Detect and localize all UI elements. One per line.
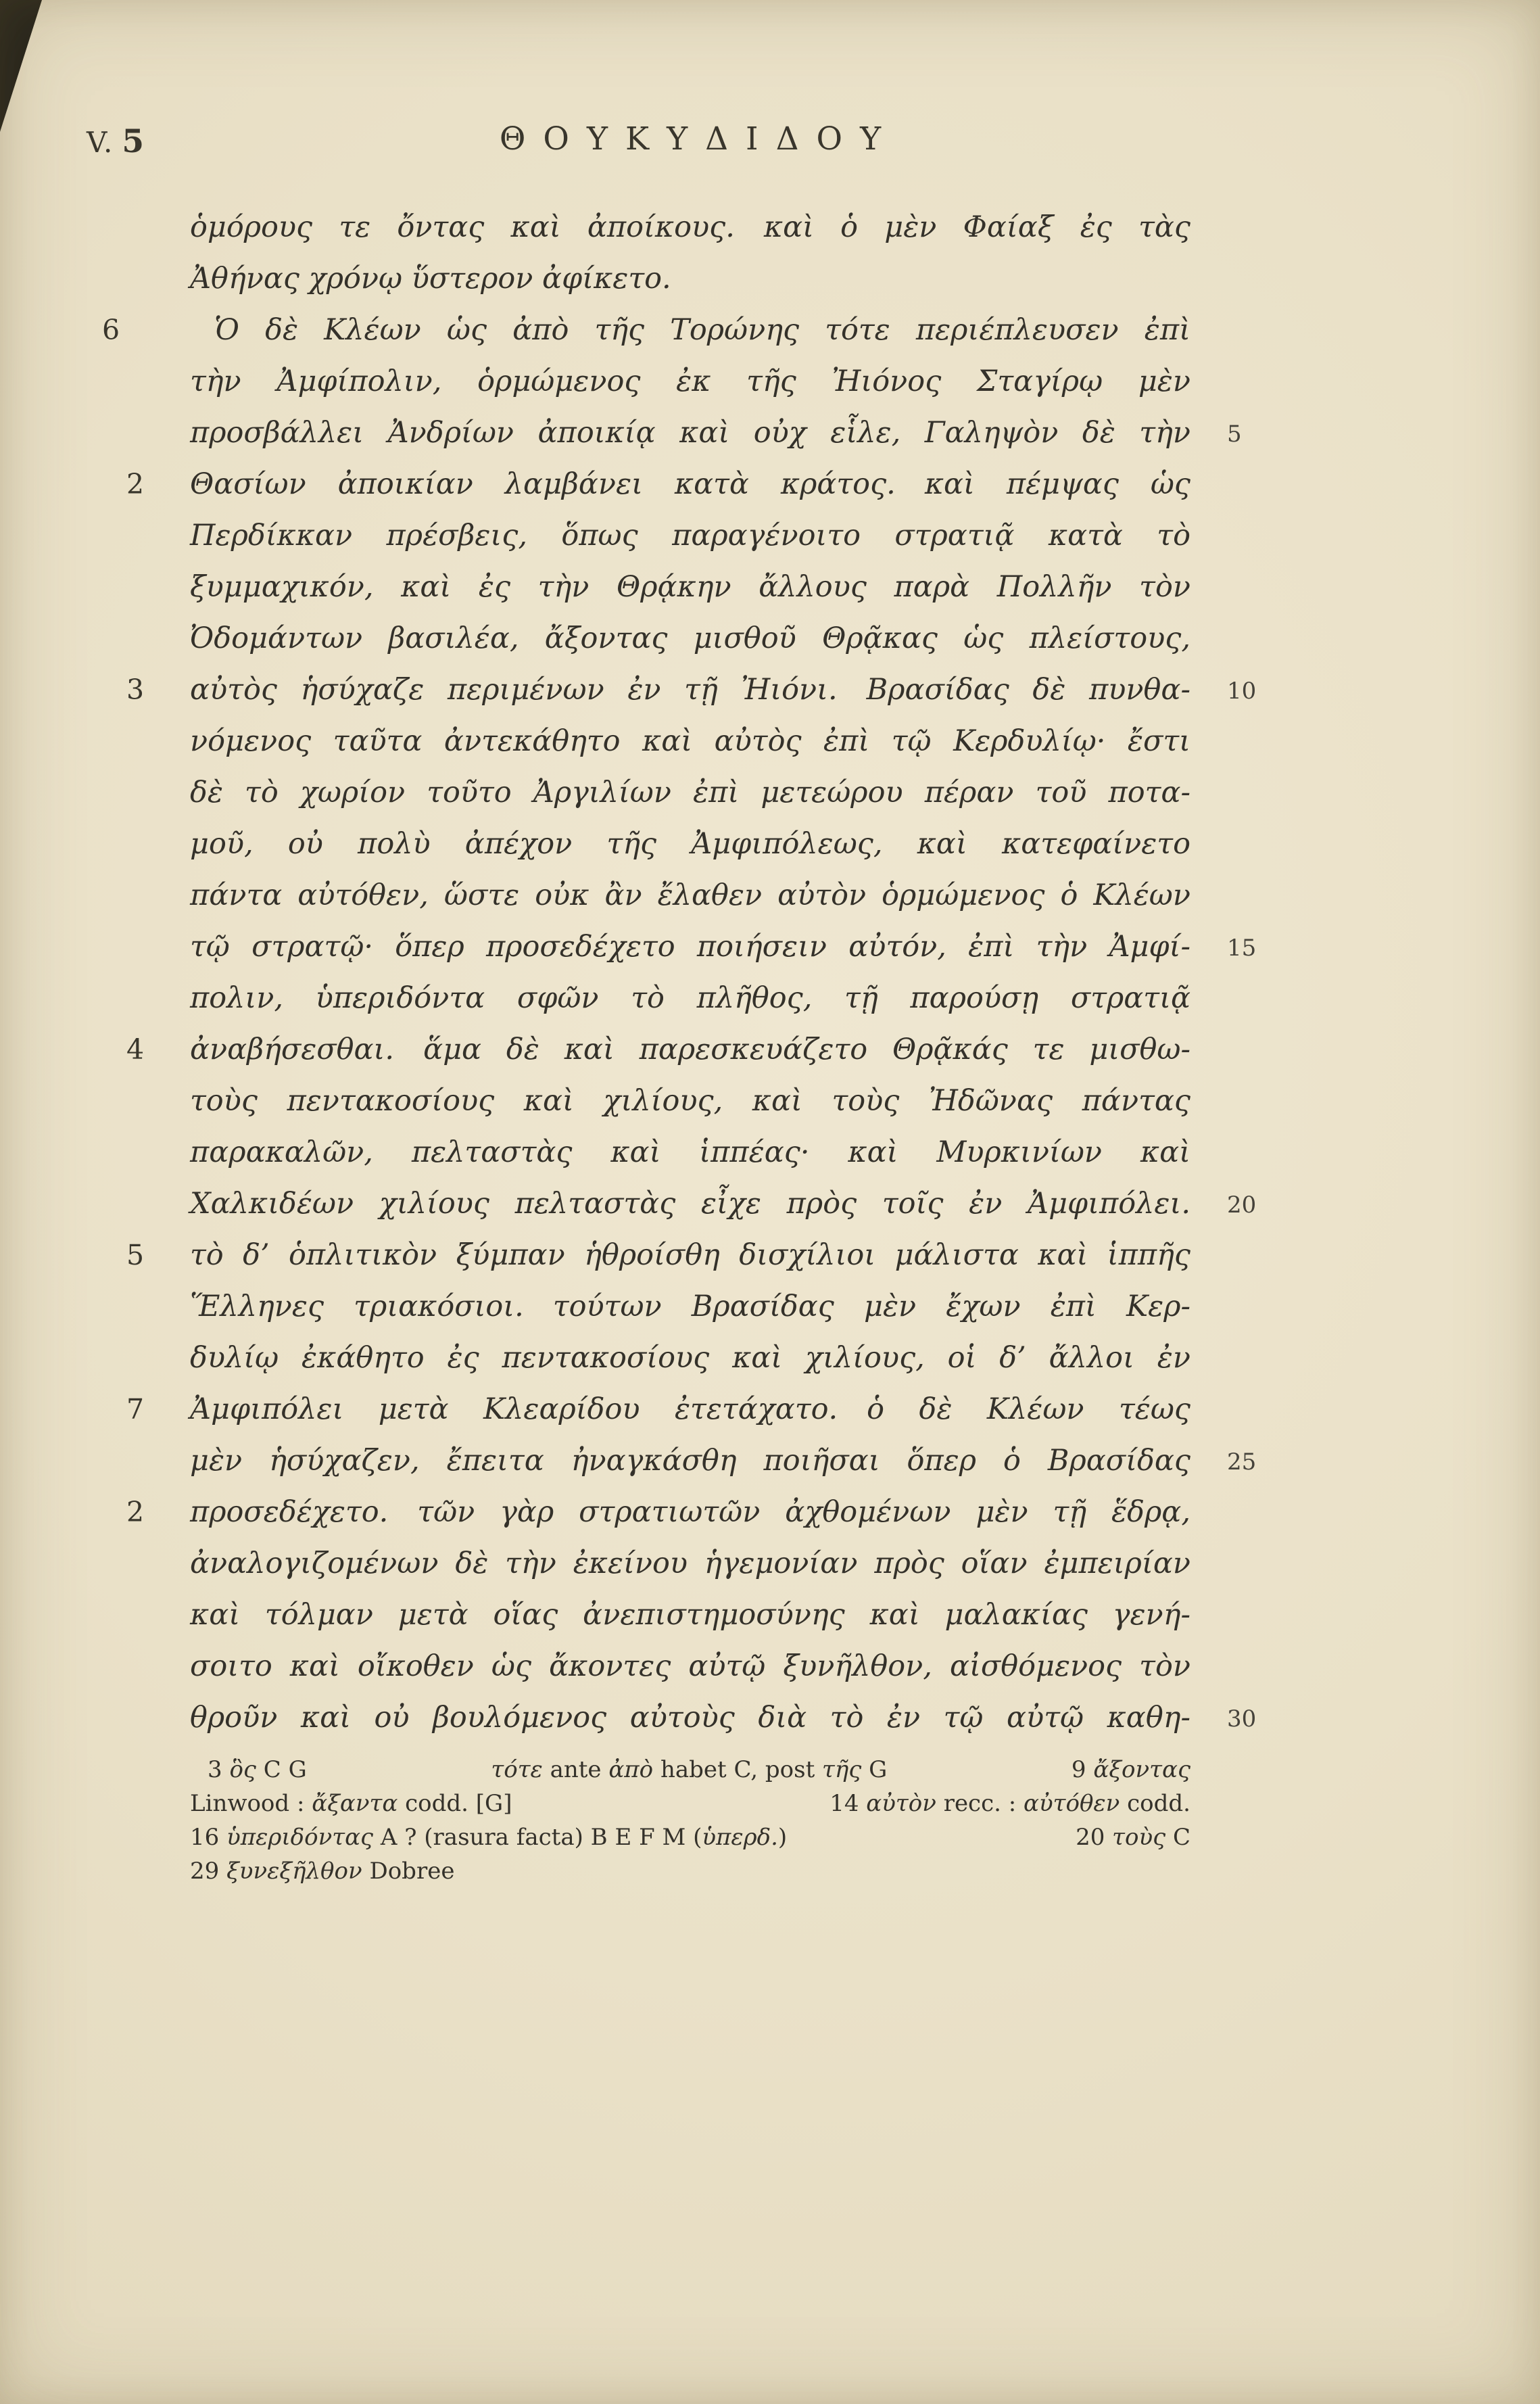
text-line-8 (190, 561, 1190, 613)
line-number: 15 (1227, 935, 1257, 962)
greek-line-text: προσεδέχετο. τῶν γὰρ στρατιωτῶν ἀχθομένων μὲν τῇ ἕδρᾳ, (190, 1495, 1190, 1529)
apparatus-entry (190, 1854, 454, 1888)
greek-line-text: τὴν Ἀμφίπολιν, ὁρμώμενος ἐκ τῆς Ἠιόνος Σταγίρῳ μὲν (190, 364, 1190, 398)
apparatus-line-1 (190, 1753, 1190, 1787)
text-line-26 (126, 1486, 1190, 1538)
line-number: 30 (1227, 1705, 1257, 1733)
greek-line-text: Ὀδομάντων βασιλέα, ἄξοντας μισθοῦ Θρᾷκας ὡς πλείστους, (190, 621, 1190, 655)
text-line-23 (190, 1332, 1190, 1384)
apparatus-greek-run: ὑπερδ. (702, 1824, 778, 1851)
section-number: 3 (126, 674, 145, 706)
book-number: V. (87, 126, 114, 159)
greek-line-text: θροῦν καὶ οὐ βουλόμενος αὐτοὺς διὰ τὸ ἐν τῷ αὐτῷ καθη- (190, 1701, 1190, 1735)
apparatus-roman-run: 29 (190, 1858, 227, 1885)
greek-line-text: παρακαλῶν, πελταστὰς καὶ ἱππέας· καὶ Μυρκινίων καὶ (190, 1135, 1190, 1169)
apparatus-entry (190, 1820, 787, 1854)
apparatus-roman-run: A ? (rasura facta) B E F M ( (380, 1824, 702, 1851)
running-head (0, 120, 1540, 168)
apparatus-roman-run: codd. (1127, 1790, 1190, 1817)
greek-line-text: δὲ τὸ χωρίον τοῦτο Ἀργιλίων ἐπὶ μετεώρου πέραν τοῦ ποτα- (190, 776, 1190, 809)
text-line-4 (190, 356, 1190, 407)
text-line-16 (190, 972, 1190, 1024)
apparatus-line-2 (190, 1787, 1190, 1820)
text-line-11 (190, 715, 1190, 767)
apparatus-roman-run: codd. [G] (405, 1790, 512, 1817)
text-line-1 (190, 202, 1190, 253)
greek-line-text: ὁμόρους τε ὄντας καὶ ἀποίκους. καὶ ὁ μὲν Φαίαξ ἐς τὰς (190, 210, 1190, 244)
section-number: 2 (126, 1496, 145, 1528)
greek-line-text: μοῦ, οὐ πολὺ ἀπέχον τῆς Ἀμφιπόλεως, καὶ κατεφαίνετο (190, 827, 1190, 861)
apparatus-roman-run: C (1172, 1824, 1190, 1851)
line-number: 10 (1227, 678, 1257, 705)
book-chapter-reference (87, 123, 145, 160)
apparatus-entry (491, 1753, 887, 1787)
critical-apparatus (190, 1753, 1190, 1888)
text-line-18 (190, 1075, 1190, 1127)
text-line-29 (190, 1641, 1190, 1692)
text-line-21 (126, 1229, 1190, 1281)
line-number: 5 (1227, 421, 1242, 448)
text-line-9 (190, 613, 1190, 664)
apparatus-roman-run: 20 (1076, 1824, 1113, 1851)
text-line-7 (190, 510, 1190, 561)
apparatus-greek-run: αὐτόθεν (1024, 1790, 1128, 1817)
greek-line-text: Ἕλληνες τριακόσιοι. τούτων Βρασίδας μὲν ἔχων ἐπὶ Κερ- (190, 1290, 1190, 1323)
text-line-24 (126, 1384, 1190, 1435)
greek-line-text: Ἀμφιπόλει μετὰ Κλεαρίδου ἐτετάχατο. ὁ δὲ Κλέων τέως (190, 1392, 1190, 1426)
apparatus-entry (190, 1787, 512, 1820)
apparatus-roman-run: ) (777, 1824, 788, 1851)
greek-line-text: τοὺς πεντακοσίους καὶ χιλίους, καὶ τοὺς Ἠδῶνας πάντας (190, 1084, 1190, 1118)
greek-line-text: ἀναλογιζομένων δὲ τὴν ἐκείνου ἡγεμονίαν πρὸς οἵαν ἐμπειρίαν (190, 1547, 1190, 1580)
greek-line-text: Θασίων ἀποικίαν λαμβάνει κατὰ κράτος. καὶ πέμψας ὡς (190, 467, 1190, 501)
greek-text-block (102, 202, 1257, 1743)
apparatus-greek-run: τῆς (822, 1756, 869, 1783)
greek-line-text: σοιτο καὶ οἴκοθεν ὡς ἄκοντες αὐτῷ ξυνῆλθον, αἰσθόμενος τὸν (190, 1649, 1190, 1683)
apparatus-roman-run: 16 (190, 1824, 227, 1851)
apparatus-roman-run: Dobree (369, 1858, 455, 1885)
greek-line-text: Ὁ δὲ Κλέων ὡς ἀπὸ τῆς Τορώνης τότε περιέπλευσεν ἐπὶ (214, 313, 1190, 347)
greek-line-text: μὲν ἡσύχαζεν, ἔπειτα ἠναγκάσθη ποιῆσαι ὅπερ ὁ Βρασίδας (190, 1444, 1190, 1478)
apparatus-greek-run: ὃς (229, 1756, 264, 1783)
apparatus-line-3 (190, 1820, 1190, 1854)
text-line-12 (190, 767, 1190, 818)
section-number: 2 (126, 468, 145, 500)
text-line-19 (190, 1127, 1190, 1178)
text-line-28 (190, 1589, 1190, 1641)
text-line-13 (190, 818, 1190, 870)
apparatus-greek-run: ἀπὸ (608, 1756, 660, 1783)
text-line-17 (126, 1024, 1190, 1075)
greek-line-text: αὐτὸς ἡσύχαζε περιμένων ἐν τῇ Ἠιόνι. Βρασίδας δὲ πυνθα- (190, 673, 1190, 707)
greek-line-text: νόμενος ταῦτα ἀντεκάθητο καὶ αὐτὸς ἐπὶ τῷ Κερδυλίῳ· ἔστι (190, 724, 1190, 758)
text-line-14 (190, 870, 1190, 921)
apparatus-greek-run: αὐτὸν (866, 1790, 944, 1817)
apparatus-roman-run: Linwood : (190, 1790, 312, 1817)
text-line-22 (190, 1281, 1190, 1332)
apparatus-greek-run: ὑπεριδόντας (226, 1824, 381, 1851)
greek-line-text: Χαλκιδέων χιλίους πελταστὰς εἶχε πρὸς τοῖς ἐν Ἀμφιπόλει. (190, 1187, 1190, 1221)
section-number: 6 (102, 314, 120, 346)
text-line-25 (190, 1435, 1257, 1486)
scan-corner-artifact (0, 0, 42, 132)
section-number: 4 (126, 1033, 145, 1066)
greek-line-text: πάντα αὐτόθεν, ὥστε οὐκ ἂν ἔλαθεν αὐτὸν ὁρμώμενος ὁ Κλέων (190, 878, 1190, 912)
apparatus-line-4 (190, 1854, 1190, 1888)
apparatus-roman-run: 9 (1071, 1756, 1094, 1783)
line-number: 25 (1227, 1448, 1257, 1476)
greek-line-text: καὶ τόλμαν μετὰ οἵας ἀνεπιστημοσύνης καὶ μαλακίας γενή- (190, 1598, 1190, 1632)
apparatus-entry (1072, 1753, 1190, 1787)
apparatus-entry (829, 1787, 1190, 1820)
apparatus-roman-run: recc. : (943, 1790, 1024, 1817)
text-line-20 (190, 1178, 1257, 1229)
greek-line-text: ξυμμαχικόν, καὶ ἐς τὴν Θρᾴκην ἄλλους παρὰ Πολλῆν τὸν (190, 570, 1190, 604)
apparatus-greek-run: ἄξοντας (1093, 1756, 1190, 1783)
chapter-number: 5 (122, 123, 146, 160)
line-number: 20 (1227, 1192, 1257, 1219)
greek-line-text: δυλίῳ ἐκάθητο ἐς πεντακοσίους καὶ χιλίους, οἱ δ’ ἄλλοι ἐν (190, 1341, 1190, 1375)
greek-line-text: προσβάλλει Ἀνδρίων ἀποικίᾳ καὶ οὐχ εἷλε, Γαληψὸν δὲ τὴν (190, 416, 1190, 450)
text-line-6 (126, 458, 1190, 510)
greek-line-text: τὸ δ’ ὁπλιτικὸν ξύμπαν ἡθροίσθη δισχίλιοι μάλιστα καὶ ἱππῆς (190, 1238, 1190, 1272)
apparatus-entry (208, 1753, 307, 1787)
text-line-5 (190, 407, 1242, 458)
text-line-15 (190, 921, 1257, 972)
apparatus-roman-run: C G (263, 1756, 307, 1783)
greek-line-text: Περδίκκαν πρέσβεις, ὅπως παραγένοιτο στρατιᾷ κατὰ τὸ (190, 519, 1190, 552)
text-line-27 (190, 1538, 1190, 1589)
apparatus-roman-run: 14 (829, 1790, 867, 1817)
text-line-2 (190, 253, 1190, 304)
apparatus-roman-run: ante (550, 1756, 609, 1783)
greek-line-text: πολιν, ὑπεριδόντα σφῶν τὸ πλῆθος, τῇ παρούσῃ στρατιᾷ (190, 981, 1190, 1015)
apparatus-roman-run: 3 (208, 1756, 230, 1783)
apparatus-greek-run: ξυνεξῆλθον (226, 1858, 370, 1885)
author-title: ΘΟΥΚΥΔΙΔΟΥ (499, 120, 899, 158)
greek-line-text: τῷ στρατῷ· ὅπερ προσεδέχετο ποιήσειν αὐτόν, ἐπὶ τὴν Ἀμφί- (190, 930, 1190, 964)
apparatus-greek-run: τοὺς (1112, 1824, 1173, 1851)
apparatus-entry (1076, 1820, 1190, 1854)
section-number: 5 (126, 1239, 145, 1271)
section-number: 7 (126, 1393, 145, 1425)
text-line-10 (126, 664, 1257, 715)
apparatus-roman-run: G (869, 1756, 888, 1783)
greek-line-text: Ἀθήνας χρόνῳ ὕστερον ἀφίκετο. (190, 262, 671, 296)
text-line-3 (102, 304, 1190, 356)
apparatus-greek-run: ἄξαντα (312, 1790, 406, 1817)
apparatus-roman-run: habet C, post (660, 1756, 823, 1783)
text-line-30 (190, 1692, 1257, 1743)
apparatus-greek-run: τότε (491, 1756, 550, 1783)
greek-line-text: ἀναβήσεσθαι. ἅμα δὲ καὶ παρεσκευάζετο Θρᾷκάς τε μισθω- (190, 1033, 1190, 1066)
